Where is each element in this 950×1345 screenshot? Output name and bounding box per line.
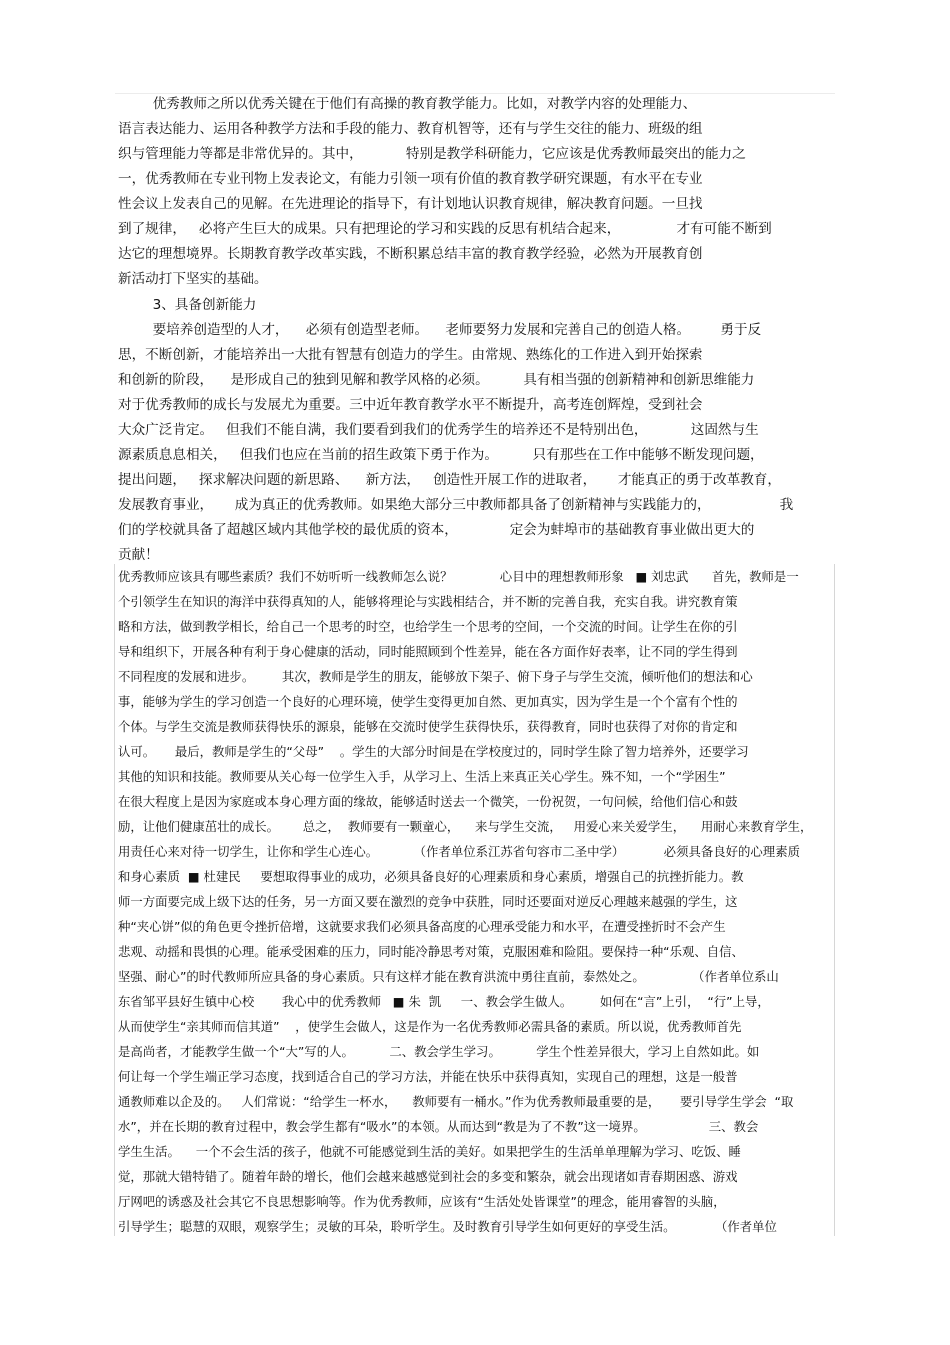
text-line: 师一方面要完成上级下达的任务，另一方面又要在激烈的竞争中获胜，同时还要面对逆反心理越来越强的学生，这 bbox=[118, 894, 738, 909]
text-line: 贡献！ bbox=[118, 547, 159, 563]
text-line: 导和组织下，开展各种有利于身心健康的活动，同时能照顾到个性差异，能在各方面作好表率，让不同的学生得到 bbox=[118, 644, 738, 659]
text-line: 引导学生；聪慧的双眼，观察学生；灵敏的耳朵，聆听学生。及时教育引导学生如何更好的享受生活。 （作者单位 bbox=[118, 1219, 777, 1234]
text-line: 坚强、耐心”的时代教师所应具备的身心素质。只有这样才能在教育洪流中勇往直前，泰然处之。 （作者单位系山 bbox=[118, 969, 779, 984]
text-line: 一，优秀教师在专业刊物上发表论文，有能力引领一项有价值的教育教学研究课题，有水平在专业 bbox=[118, 171, 703, 187]
text-line: 何让每一个学生端正学习态度，找到适合自己的学习方法，并能在快乐中获得真知，实现自己的理想，这是一般普 bbox=[118, 1069, 738, 1084]
text-line: 新活动打下坚实的基础。 bbox=[118, 271, 268, 287]
text-line: 悲观、动摇和畏惧的心理。能承受困难的压力，同时能冷静思考对策，克服困难和险阻。要保持一种“乐观、自信、 bbox=[118, 944, 744, 959]
text-line: 事，能够为学生的学习创造一个良好的心理环境，使学生变得更加自然、更加真实，因为学生是一个个富有个性的 bbox=[118, 694, 738, 709]
text-line: 和身心素质 ■ 杜建民 要想取得事业的成功，必须具备良好的心理素质和身心素质，增强自己的抗挫折能力。教 bbox=[118, 869, 744, 884]
text-line: 语言表达能力、运用各种教学方法和手段的能力、教育机智等，还有与学生交往的能力、班级的组 bbox=[118, 121, 703, 137]
text-line: 东省邹平县好生镇中心校 我心中的优秀教师 ■ 朱 凯 一、教会学生做人。 如何在“言”上引， “行”上导， bbox=[118, 994, 770, 1009]
text-line: 不同程度的发展和进步。 其次，教师是学生的朋友，能够放下架子、俯下身子与学生交流，倾听他们的想法和心 bbox=[118, 669, 753, 684]
text-line: 通教师难以企及的。 人们常说：“给学生一杯水， 教师要有一桶水。”作为优秀教师最重要的是， 要引导学生学会 “取 bbox=[118, 1094, 794, 1109]
text-line: 们的学校就具备了超越区域内其他学校的最优质的资本， 定会为蚌埠市的基础教育事业做出更大的 bbox=[118, 522, 755, 538]
text-line: 性会议上发表自己的见解。在先进理论的指导下，有计划地认识教育规律，解决教育问题。一旦找 bbox=[118, 196, 703, 212]
text-line: 是高尚者，才能教学生做一个“大”写的人。 二、教会学生学习。 学生个性差异很大，学习上自然如此。如 bbox=[118, 1044, 760, 1059]
text-line: 思，不断创新，才能培养出一大批有智慧有创造力的学生。由常规、熟练化的工作进入到开始探索 bbox=[118, 347, 703, 363]
text-line: 发展教育事业， 成为真正的优秀教师。如果绝大部分三中教师都具备了创新精神与实践能力的， 我 bbox=[118, 497, 794, 513]
text-line: 用责任心来对待一切学生，让你和学生心连心。 （作者单位系江苏省句容市二圣中学） 必须具备良好的心理素质 bbox=[118, 844, 800, 859]
text-line: 学生生活。 一个不会生活的孩子，他就不可能感觉到生活的美好。如果把学生的生活单单理解为学习、吃饭、睡 bbox=[118, 1144, 741, 1159]
text-line: 达它的理想境界。长期教育教学改革实践，不断积累总结丰富的教育教学经验，必然为开展教育创 bbox=[118, 246, 703, 262]
text-line: 励，让他们健康茁壮的成长。 总之， 教师要有一颗童心， 来与学生交流， 用爱心来关爱学生， 用耐心来教育学生， bbox=[118, 819, 813, 834]
text-line: 觉，那就大错特错了。随着年龄的增长，他们会越来越感觉到社会的多变和繁杂，就会出现诸如青春期困惑、游戏 bbox=[118, 1169, 738, 1184]
text-line: 种“夹心饼”似的角色更令挫折倍增，这就要求我们必须具备高度的心理承受能力和水平，在遭受挫折时不会产生 bbox=[118, 919, 726, 934]
text-line: 要培养创造型的人才， 必须有创造型老师。 老师要努力发展和完善自己的创造人格。 勇于反 bbox=[118, 322, 762, 338]
text-line: 从而使学生“亲其师而信其道” ，使学生会做人，这是作为一名优秀教师必需具备的素质。所以说，优秀教师首先 bbox=[118, 1019, 742, 1034]
text-line: 个引领学生在知识的海洋中获得真知的人，能够将理论与实践相结合，并不断的完善自我，充实自我。讲究教育策 bbox=[118, 594, 738, 609]
text-line: 提出问题， 探求解决问题的新思路、 新方法， 创造性开展工作的进取者， 才能真正的勇于改革教育， bbox=[118, 472, 781, 488]
text-line: 到了规律， 必将产生巨大的成果。只有把理论的学习和实践的反思有机结合起来， 才有可能不断到 bbox=[118, 221, 772, 237]
text-line: 优秀教师之所以优秀关键在于他们有高操的教育教学能力。比如，对教学内容的处理能力、 bbox=[118, 96, 697, 112]
text-line: 其他的知识和技能。教师要从关心每一位学生入手，从学习上、生活上来真正关心学生。殊不知，一个“学困生” bbox=[118, 769, 726, 784]
text-line: 水”，并在长期的教育过程中，教会学生都有“吸水”的本领。从而达到“教是为了不教”这一境界。 三、教会 bbox=[118, 1119, 759, 1134]
text-line: 织与管理能力等都是非常优异的。其中， 特别是教学科研能力，它应该是优秀教师最突出的能力之 bbox=[118, 146, 746, 162]
text-line: 和创新的阶段， 是形成自己的独到见解和教学风格的必须。 具有相当强的创新精神和创新思维能力 bbox=[118, 372, 755, 388]
text-line: 略和方法，做到教学相长，给自己一个思考的时空，也给学生一个思考的空间，一个交流的时间。让学生在你的引 bbox=[118, 619, 738, 634]
text-line: 厅网吧的诱惑及社会其它不良思想影响等。作为优秀教师，应该有“生活处处皆课堂”的理念，能用睿智的头脑， bbox=[118, 1194, 726, 1209]
text-line: 认可。 最后，教师是学生的“父母” 。学生的大部分时间是在学校度过的，同时学生除了智力培养外，还要学习 bbox=[118, 744, 749, 759]
text-line: 大众广泛肯定。 但我们不能自满，我们要看到我们的优秀学生的培养还不是特别出色， 这固然与生 bbox=[118, 422, 759, 438]
text-line: 在很大程度上是因为家庭或本身心理方面的缘故，能够适时送去一个微笑，一份祝贺，一句问候，给他们信心和鼓 bbox=[118, 794, 738, 809]
section-heading: 3、具备创新能力 bbox=[118, 297, 257, 313]
text-line: 对于优秀教师的成长与发展尤为重要。三中近年教育教学水平不断提升，高考连创辉煌，受到社会 bbox=[118, 397, 703, 413]
text-line: 个体。与学生交流是教师获得快乐的源泉，能够在交流时使学生获得快乐，获得教育，同时也获得了对你的肯定和 bbox=[118, 719, 738, 734]
top-rule bbox=[115, 93, 835, 94]
text-line: 源素质息息相关， 但我们也应在当前的招生政策下勇于作为。 只有那些在工作中能够不断发现问题， bbox=[118, 447, 764, 463]
text-line: 优秀教师应该具有哪些素质？我们不妨听听一线教师怎么说？ 心目中的理想教师形象 ■ 刘忠武 首先，教师是一 bbox=[118, 569, 799, 584]
